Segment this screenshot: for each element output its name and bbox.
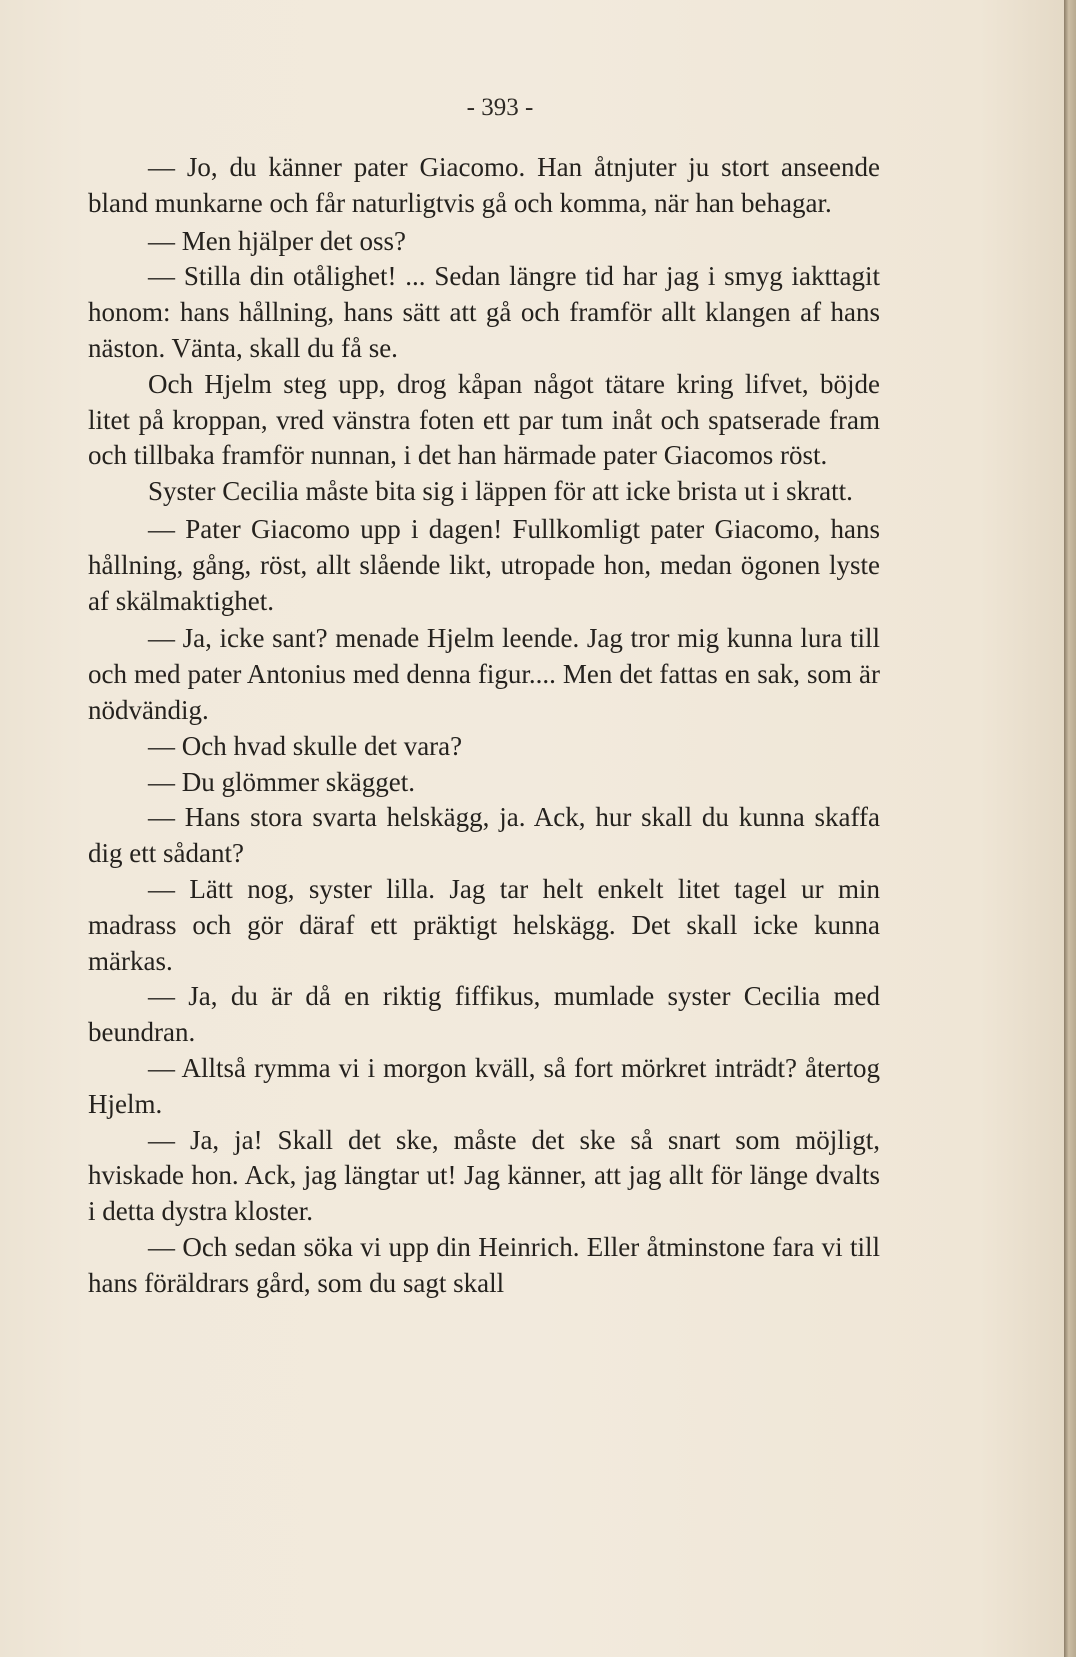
paragraph-7: — Ja, icke sant? menade Hjelm leende. Jag tror mig kunna lura till och med pater Antonius med denna figur.... Men det fattas en sak, som är nödvändig.	[88, 623, 880, 725]
paragraph-12: — Ja, du är då en riktig fiffikus, mumlade syster Cecilia med beundran.	[88, 981, 880, 1048]
paragraph-3: — Stilla din otålighet! ... Sedan längre tid har jag i smyg iakttagit honom: hans hållning, hans sätt att gå och framför allt klangen af hans näston. Vänta, skall du få se.	[88, 261, 880, 363]
paragraph-8: — Och hvad skulle det vara?	[148, 730, 463, 761]
page-edge	[1064, 0, 1076, 1657]
paragraph-13: — Alltså rymma vi i morgon kväll, så fort mörkret inträdt? återtog Hjelm.	[88, 1052, 880, 1119]
paragraph-4: Och Hjelm steg upp, drog kåpan något tätare kring lifvet, böjde litet på kroppan, vred vänstra foten ett par tum inåt och spatserade fram och tillbaka framför nunnan, i det han härmade pater Giacomos röst.	[88, 368, 880, 471]
paragraph-14: — Ja, ja! Skall det ske, måste det ske så snart som möjligt, hviskade hon. Ack, jag längtar ut! Jag känner, att jag allt för länge dvalts i detta dystra kloster.	[88, 1124, 880, 1227]
paragraph-10: — Hans stora svarta helskägg, ja. Ack, hur skall du kunna skaffa dig ett sådant?	[88, 802, 880, 869]
paragraph-1: — Jo, du känner pater Giacomo. Han åtnjuter ju stort anseende bland munkarne och får naturligtvis gå och komma, när han behagar.	[88, 152, 880, 218]
paragraph-6: — Pater Giacomo upp i dagen! Fullkomligt pater Giacomo, hans hållning, gång, röst, allt slående likt, utropade hon, medan ögonen lyste af skälmaktighet.	[88, 513, 880, 616]
paragraph-15: — Och sedan söka vi upp din Heinrich. Eller åtminstone fara vi till hans föräldrars gård, som du sagt skall	[88, 1231, 880, 1298]
paragraph-2: — Men hjälper det oss?	[148, 225, 406, 256]
page-number: - 393 -	[466, 94, 534, 121]
paragraph-11: — Lätt nog, syster lilla. Jag tar helt enkelt litet tagel ur min madrass och gör däraf ett präktigt helskägg. Det skall icke kunna märkas.	[88, 873, 880, 976]
paragraph-5: Syster Cecilia måste bita sig i läppen för att icke brista ut i skratt.	[148, 476, 853, 507]
body-text	[88, 150, 880, 1302]
paragraph-9: — Du glömmer skägget.	[148, 766, 415, 797]
